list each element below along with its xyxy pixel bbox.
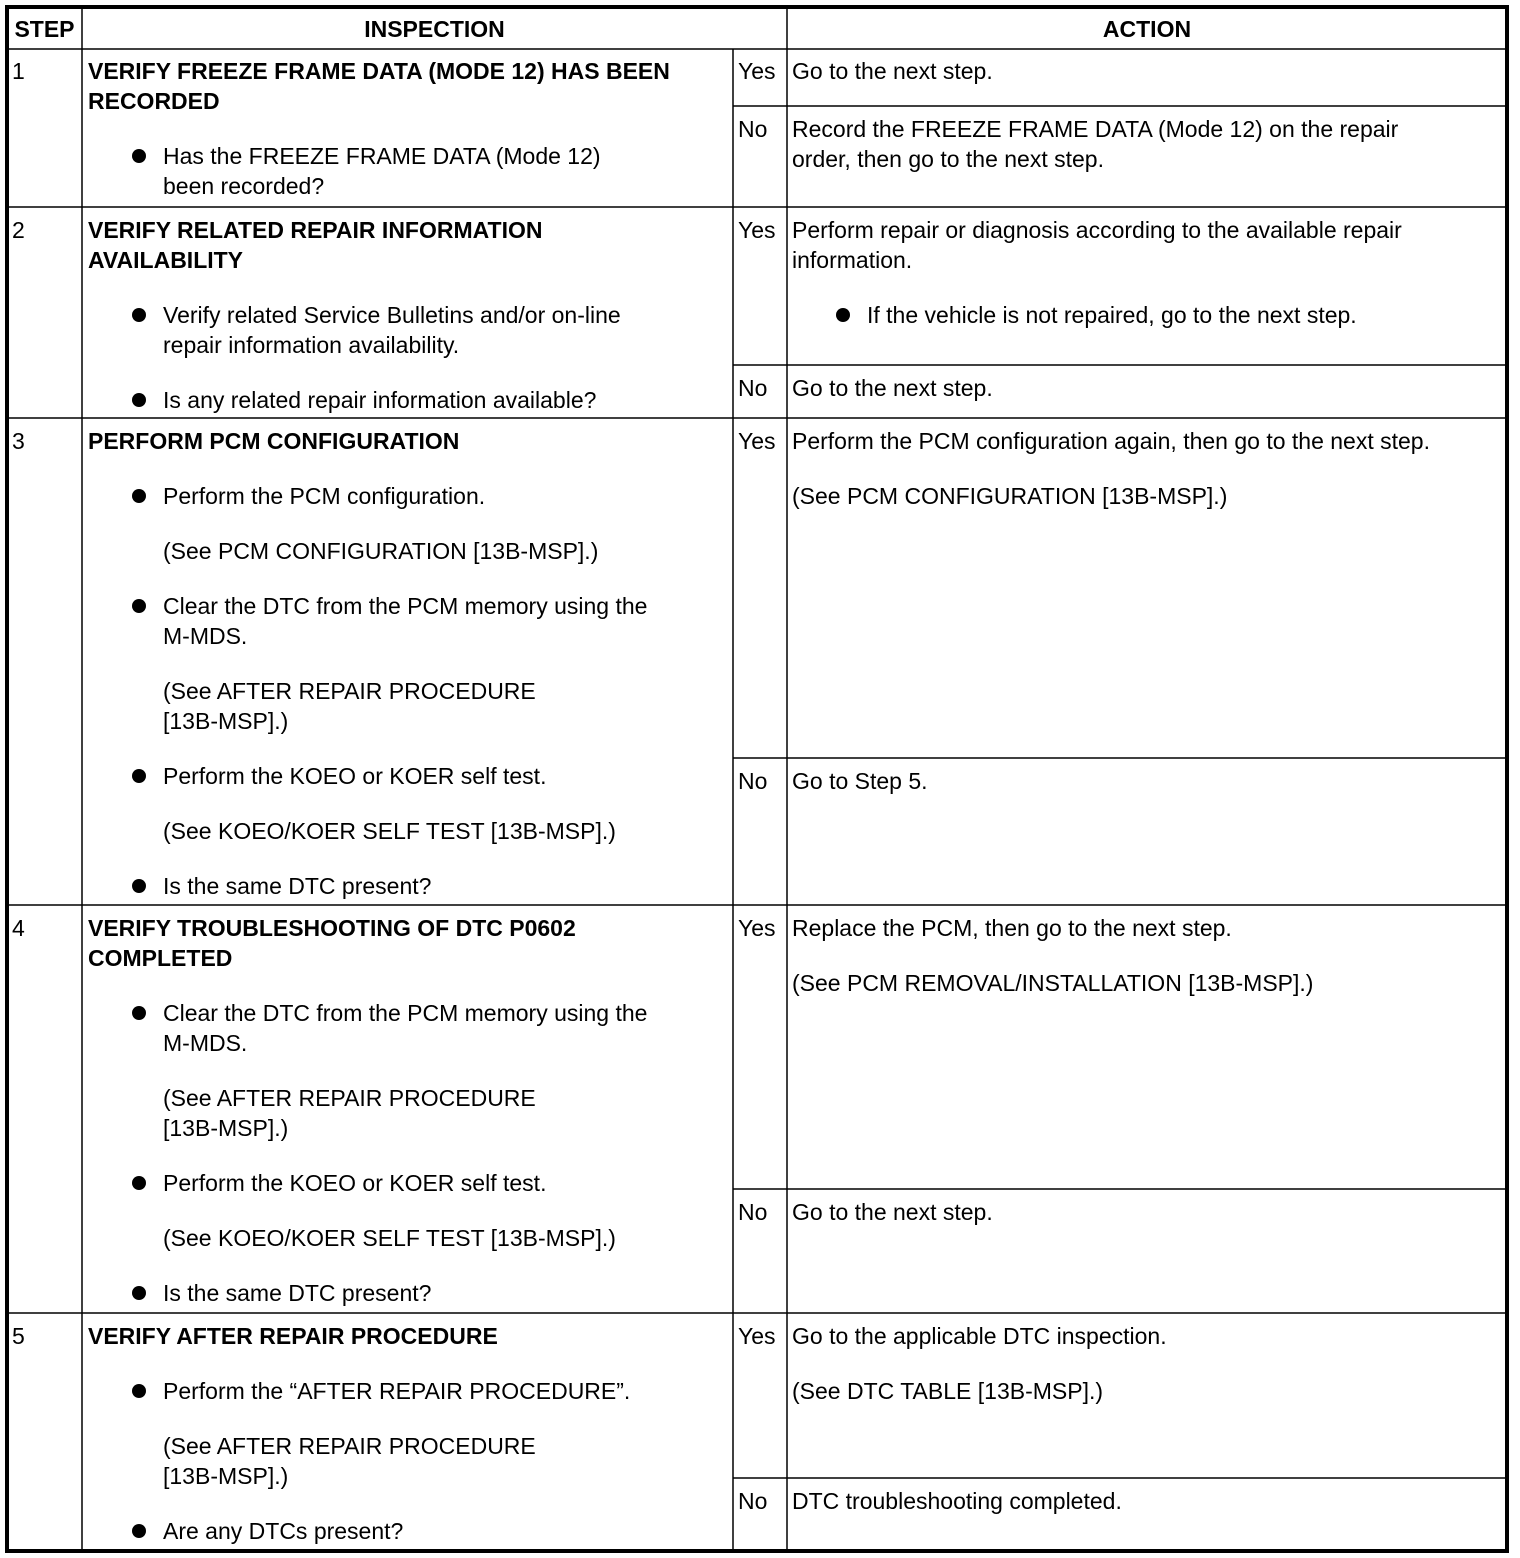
inspection-item: Is any related repair information available? <box>163 387 597 413</box>
inspection-item: Are any DTCs present? <box>163 1518 404 1544</box>
inspection-item: Has the FREEZE FRAME DATA (Mode 12) <box>163 143 601 169</box>
inspection-item: Perform the PCM configuration. <box>163 483 486 509</box>
bullet-icon <box>132 1006 146 1020</box>
header-inspection: INSPECTION <box>364 16 505 42</box>
step-title: VERIFY RELATED REPAIR INFORMATION <box>88 217 543 243</box>
no-action: DTC troubleshooting completed. <box>792 1488 1122 1514</box>
no-label: No <box>738 768 768 794</box>
yes-label: Yes <box>738 58 776 84</box>
bullet-icon <box>132 1176 146 1190</box>
no-label: No <box>738 1199 768 1225</box>
yes-label: Yes <box>738 217 776 243</box>
yes-action: Go to the applicable DTC inspection. <box>792 1323 1167 1349</box>
inspection-item: M-MDS. <box>163 623 248 649</box>
inspection-reference: (See AFTER REPAIR PROCEDURE <box>163 1433 536 1459</box>
inspection-item: Perform the KOEO or KOER self test. <box>163 763 547 789</box>
step-title: VERIFY TROUBLESHOOTING OF DTC P0602 <box>88 915 576 941</box>
bullet-icon <box>132 393 146 407</box>
step-number: 4 <box>12 915 25 941</box>
bullet-icon <box>132 489 146 503</box>
bullet-icon <box>132 599 146 613</box>
inspection-item: Verify related Service Bulletins and/or on-line <box>163 302 621 328</box>
inspection-reference: [13B-MSP].) <box>163 1463 289 1489</box>
header-step: STEP <box>14 16 75 42</box>
yes-action: information. <box>792 247 913 273</box>
step-title: RECORDED <box>88 88 220 114</box>
no-label: No <box>738 375 768 401</box>
step-number: 3 <box>12 428 25 454</box>
no-action: Go to the next step. <box>792 1199 993 1225</box>
inspection-item: Is the same DTC present? <box>163 1280 432 1306</box>
inspection-item: Clear the DTC from the PCM memory using the <box>163 593 648 619</box>
bullet-icon <box>132 769 146 783</box>
no-action: Record the FREEZE FRAME DATA (Mode 12) on the repair <box>792 116 1399 142</box>
step-number: 1 <box>12 58 25 84</box>
yes-action-reference: (See PCM REMOVAL/INSTALLATION [13B-MSP].) <box>792 970 1314 996</box>
step-title: AVAILABILITY <box>88 247 244 273</box>
step-title: VERIFY FREEZE FRAME DATA (MODE 12) HAS BEEN <box>88 58 670 84</box>
step-title: PERFORM PCM CONFIGURATION <box>88 428 460 454</box>
no-label: No <box>738 1488 768 1514</box>
yes-action-bullet: If the vehicle is not repaired, go to the next step. <box>867 302 1357 328</box>
inspection-item: M-MDS. <box>163 1030 248 1056</box>
yes-action-reference: (See DTC TABLE [13B-MSP].) <box>792 1378 1104 1404</box>
inspection-reference: [13B-MSP].) <box>163 708 289 734</box>
inspection-reference: (See KOEO/KOER SELF TEST [13B-MSP].) <box>163 818 616 844</box>
no-action: Go to the next step. <box>792 375 993 401</box>
no-label: No <box>738 116 768 142</box>
step-title: VERIFY AFTER REPAIR PROCEDURE <box>88 1323 498 1349</box>
step-title: COMPLETED <box>88 945 233 971</box>
yes-label: Yes <box>738 915 776 941</box>
no-action: order, then go to the next step. <box>792 146 1104 172</box>
inspection-item: Perform the “AFTER REPAIR PROCEDURE”. <box>163 1378 631 1404</box>
step-number: 2 <box>12 217 25 243</box>
inspection-item: Is the same DTC present? <box>163 873 432 899</box>
bullet-icon <box>132 1384 146 1398</box>
inspection-reference: [13B-MSP].) <box>163 1115 289 1141</box>
inspection-item: repair information availability. <box>163 332 460 358</box>
header-action: ACTION <box>1102 16 1192 42</box>
inspection-reference: (See KOEO/KOER SELF TEST [13B-MSP].) <box>163 1225 616 1251</box>
bullet-icon <box>132 149 146 163</box>
yes-action: Perform the PCM configuration again, then go to the next step. <box>792 428 1430 454</box>
inspection-item: Clear the DTC from the PCM memory using the <box>163 1000 648 1026</box>
inspection-item: Perform the KOEO or KOER self test. <box>163 1170 547 1196</box>
bullet-icon <box>132 1524 146 1538</box>
inspection-reference: (See PCM CONFIGURATION [13B-MSP].) <box>163 538 599 564</box>
bullet-icon <box>132 1286 146 1300</box>
bullet-icon <box>836 308 850 322</box>
yes-label: Yes <box>738 428 776 454</box>
no-action: Go to Step 5. <box>792 768 928 794</box>
inspection-item: been recorded? <box>163 173 325 199</box>
bullet-icon <box>132 308 146 322</box>
yes-action: Go to the next step. <box>792 58 993 84</box>
inspection-reference: (See AFTER REPAIR PROCEDURE <box>163 1085 536 1111</box>
yes-action-reference: (See PCM CONFIGURATION [13B-MSP].) <box>792 483 1228 509</box>
step-number: 5 <box>12 1323 25 1349</box>
yes-action: Replace the PCM, then go to the next step. <box>792 915 1232 941</box>
yes-label: Yes <box>738 1323 776 1349</box>
inspection-reference: (See AFTER REPAIR PROCEDURE <box>163 678 536 704</box>
yes-action: Perform repair or diagnosis according to the available repair <box>792 217 1402 243</box>
bullet-icon <box>132 879 146 893</box>
